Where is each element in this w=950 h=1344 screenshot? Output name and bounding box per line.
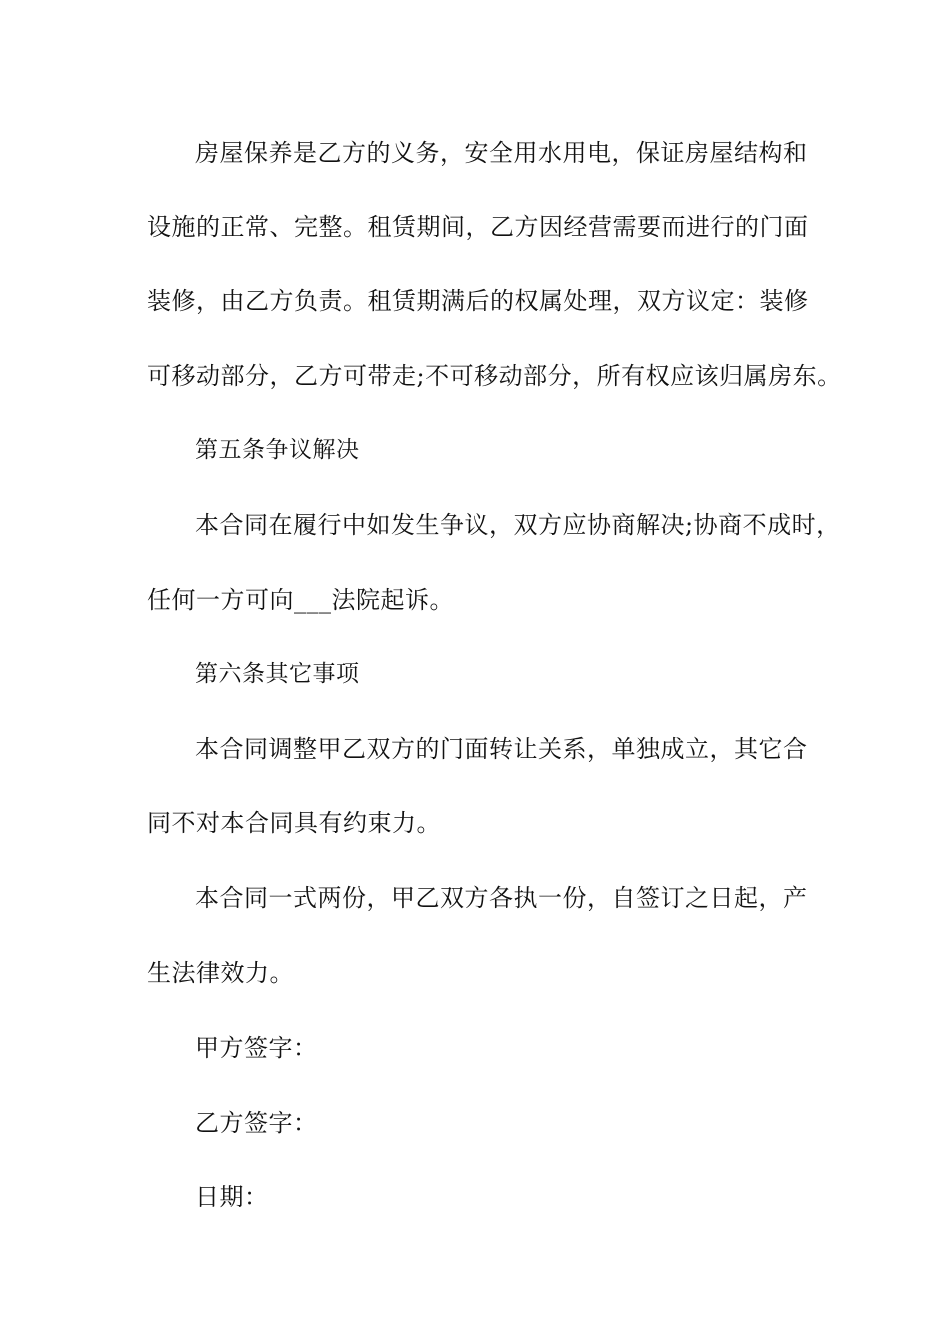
- paragraph-line: 房屋保养是乙方的义务，安全用水用电，保证房屋结构和: [195, 139, 808, 167]
- article-heading: 第六条其它事项: [195, 661, 360, 687]
- paragraph-line: 任何一方可向___法院起诉。: [147, 586, 454, 614]
- signature-date: 日期：: [195, 1183, 269, 1211]
- paragraph-line: 本合同在履行中如发生争议，双方应协商解决;协商不成时，: [195, 511, 841, 539]
- paragraph-line: 可移动部分，乙方可带走;不可移动部分，所有权应该归属房东。: [147, 362, 842, 390]
- article-heading: 第五条争议解决: [195, 437, 360, 463]
- paragraph-line: 同不对本合同具有约束力。: [147, 809, 441, 837]
- paragraph-line: 装修，由乙方负责。租赁期满后的权属处理，双方议定：装修: [147, 287, 809, 315]
- paragraph-line: 设施的正常、完整。租赁期间，乙方因经营需要而进行的门面: [147, 213, 809, 241]
- paragraph-line: 生法律效力。: [147, 959, 294, 987]
- signature-party-b: 乙方签字：: [195, 1109, 318, 1137]
- signature-party-a: 甲方签字：: [195, 1034, 318, 1062]
- paragraph-line: 本合同调整甲乙双方的门面转让关系，单独成立，其它合: [195, 735, 808, 763]
- paragraph-line: 本合同一式两份，甲乙双方各执一份，自签订之日起，产: [195, 884, 808, 912]
